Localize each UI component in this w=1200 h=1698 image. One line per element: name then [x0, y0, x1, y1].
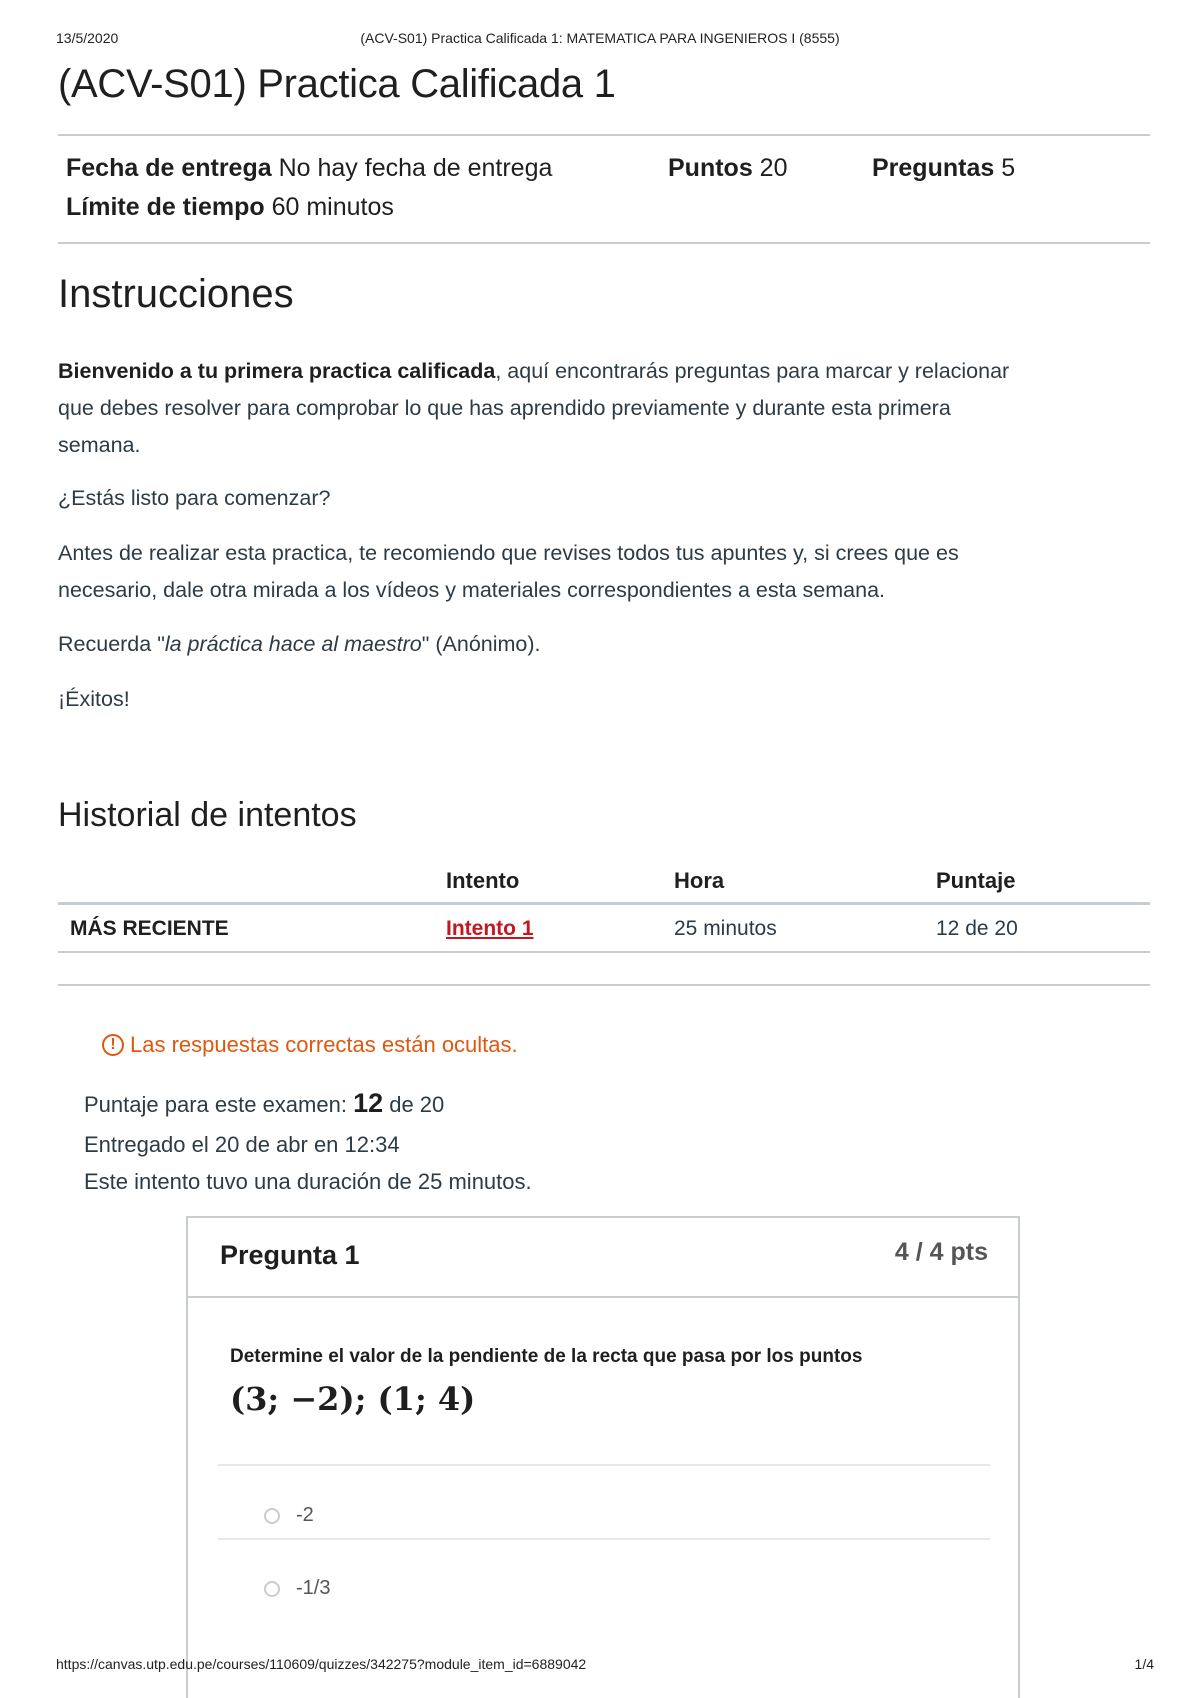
score-value: 12	[353, 1088, 384, 1118]
question-card	[186, 1216, 1020, 1698]
question-points: 4 / 4 pts	[894, 1238, 988, 1266]
column-header-score: Puntaje	[936, 868, 1016, 893]
advice-text: necesario, dale otra mirada a los vídeos y materiales correspondientes a esta semana.	[58, 578, 885, 602]
question-title: Pregunta 1	[220, 1240, 360, 1270]
print-page-number: 1/4	[1134, 1656, 1154, 1672]
table-row	[58, 905, 1150, 953]
time-limit-label: Límite de tiempo	[66, 193, 265, 221]
closing-text: ¡Éxitos!	[58, 687, 130, 711]
due-date	[66, 154, 552, 183]
print-title: (ACV-S01) Practica Calificada 1: MATEMATICA PARA INGENIEROS I (8555)	[360, 30, 840, 46]
question-math: (𝟑; −𝟐); (𝟏; 𝟒)	[230, 1380, 476, 1418]
intro-text: que debes resolver para comprobar lo que has aprendido previamente y durante esta primera	[58, 396, 951, 420]
column-header-attempt: Intento	[446, 868, 520, 893]
divider	[58, 134, 1150, 136]
score-prefix: Puntaje para este examen:	[84, 1092, 354, 1117]
option-label: -1/3	[296, 1577, 331, 1599]
questions-label: Preguntas	[872, 154, 995, 182]
print-url: https://canvas.utp.edu.pe/courses/110609/quizzes/342275?module_item_id=6889042	[56, 1656, 587, 1672]
time-limit	[66, 193, 394, 222]
advice-text: Antes de realizar esta practica, te recomiendo que revises todos tus apuntes y, si crees que es	[58, 541, 959, 565]
divider	[58, 984, 1150, 986]
ready-question: ¿Estás listo para comenzar?	[58, 486, 331, 510]
divider	[58, 242, 1150, 244]
quote-suffix: " (Anónimo).	[421, 632, 541, 656]
column-header-time: Hora	[674, 868, 725, 893]
intro-bold: Bienvenido a tu primera practica calificada	[58, 359, 496, 383]
instructions-heading: Instrucciones	[58, 272, 294, 316]
option-divider	[218, 1538, 990, 1540]
points-label: Puntos	[668, 154, 753, 182]
points	[668, 154, 787, 183]
radio-icon[interactable]	[264, 1581, 280, 1597]
attempt-duration: Este intento tuvo una duración de 25 minutos.	[84, 1169, 532, 1194]
score-suffix: de 20	[383, 1092, 445, 1117]
quote-prefix: Recuerda "	[58, 632, 165, 656]
questions	[872, 154, 1015, 183]
points-value: 20	[759, 154, 788, 182]
option-label: -2	[296, 1504, 314, 1526]
due-label: Fecha de entrega	[66, 154, 272, 182]
answer-option[interactable]	[264, 1577, 330, 1600]
due-value: No hay fecha de entrega	[278, 154, 553, 182]
attempt-link[interactable]: Intento 1	[446, 917, 534, 940]
attempt-time: 25 minutos	[674, 917, 777, 940]
answers-hidden-alert	[102, 1032, 518, 1058]
warning-icon: !	[102, 1034, 124, 1056]
attempt-score: 12 de 20	[936, 917, 1018, 940]
submitted-at: Entregado el 20 de abr en 12:34	[84, 1132, 400, 1157]
option-divider	[218, 1464, 990, 1466]
question-header	[188, 1218, 1018, 1298]
exam-score	[84, 1088, 444, 1119]
history-heading: Historial de intentos	[58, 796, 357, 834]
print-date: 13/5/2020	[56, 30, 119, 46]
advice-paragraph	[58, 535, 1150, 609]
questions-value: 5	[1001, 154, 1016, 182]
intro-text: semana.	[58, 433, 141, 457]
table-bottom-rule	[58, 951, 1150, 953]
time-limit-value: 60 minutos	[271, 193, 394, 221]
page-title: (ACV-S01) Practica Calificada 1	[58, 62, 616, 106]
row-label: MÁS RECIENTE	[70, 917, 229, 940]
alert-text: Las respuestas correctas están ocultas.	[130, 1032, 518, 1057]
radio-icon[interactable]	[264, 1508, 280, 1524]
intro-text: , aquí encontrarás preguntas para marcar y relacionar	[495, 359, 1010, 383]
question-text: Determine el valor de la pendiente de la recta que pasa por los puntos	[230, 1346, 863, 1367]
intro-paragraph	[58, 353, 1150, 464]
quote-italic: la práctica hace al maestro	[164, 632, 422, 656]
answer-option[interactable]	[264, 1504, 314, 1527]
quote	[58, 626, 1150, 663]
